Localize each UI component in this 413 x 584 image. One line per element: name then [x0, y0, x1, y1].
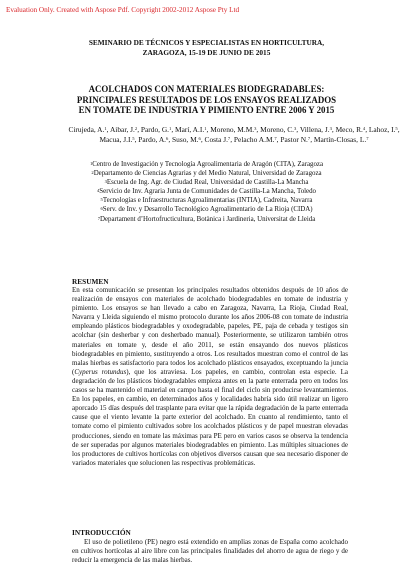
resumen-text-part-1: En esta comunicación se presentan los principales resultados obtenidos después de 10 años de realización de ensayos con materiales de acolchado biodegradables en tomate de industria y pimiento. Los ensayos se han llevado a cabo en Zaragoza, Navarra, La Rioja, Ciudad Real, Navarra y Lleida siguiendo el mismo protocolo durante los años 2006-08 con tomate de industria empleando plásticos biodegradables y oxodegradable, papeles, PE, paja de cebada y testigos sin acolchar (sin desherbar y con desherbado manual). Posteriormente, se utilizaron también otros materiales en tomate y, desde el año 2011, se están ensayando dos nuevos plásticos biodegradables en pimiento, sustituyendo a otros. Los resultados muestran como el control de las malas hierbas es satisfactorio para todos los acolchado plásticos ensayados, exceptuando la juncia ( — [72, 286, 348, 376]
title-line-2: PRINCIPALES RESULTADOS DE LOS ENSAYOS REALIZADOS — [76, 94, 337, 105]
author-list: Cirujeda, A.$^1$, Aibar, J.$^2$, Pardo, G.$^1$, Marí, A.I.$^1$, Moreno, M.M.$^3$, Moreno, C.$^3$, Villena, J.$^3$, Meco, R.$^4$, Lahoz, I.$^5$, Macua, J.I.$^5$, Pardo, A.$^6$, Suso, M.$^6$, Costa J.$^7$, Pelacho A.M.$^7$, Pastor N.$^7$, Martín-Closas, L.$^7$ — [68, 125, 400, 145]
introduccion-heading: INTRODUCCIÓN — [72, 528, 131, 537]
title-line-1: ACOLCHADOS CON MATERIALES BIODEGRADABLES: — [88, 84, 325, 94]
affiliation-text: Serv. de Inv. y Desarrollo Tecnológico Agroalimentario de La Rioja (CIDA) — [102, 206, 313, 214]
introduccion-paragraph: El uso de polietileno (PE) negro está extendido en amplias zonas de España como acolchado en cultivos hortícolas al aire libre con las principales finalidades del ahorro de agua de riego y de reducir la emergencia de las malas hierbas. — [72, 538, 348, 565]
affiliation-marker: 4 — [97, 188, 100, 194]
author-affiliation-marker: 7 — [366, 136, 369, 142]
author-name: Aibar, J. — [109, 125, 135, 134]
author-affiliation-marker: 3 — [329, 126, 332, 131]
author-affiliation-marker: 5 — [395, 126, 398, 131]
affiliation-list — [0, 160, 413, 224]
seminar-header — [0, 38, 413, 58]
author-affiliation-marker: 6 — [166, 136, 169, 142]
affiliation-marker: 3 — [104, 179, 107, 185]
affiliation-marker: 7 — [97, 215, 101, 221]
affiliation-text: Centro de Investigación y Tecnología Agroalimentaria de Aragón (CITA), Zaragoza — [92, 161, 324, 168]
evaluation-watermark: Evaluation Only. Created with Aspose Pdf. Copyright 2002-2012 Aspose Pty Ltd — [6, 6, 240, 14]
author-name: Villena, J. — [299, 125, 330, 134]
author-affiliation-marker: 7 — [307, 136, 311, 142]
seminar-line-2: ZARAGOZA, 15-19 DE JUNIO DE 2015 — [142, 48, 271, 57]
affiliation-marker: 2 — [91, 170, 94, 176]
author-name: Macua, J.I. — [99, 135, 133, 145]
author-name: Marí, A.I. — [175, 125, 205, 134]
author-affiliation-marker: 7 — [227, 136, 231, 142]
species-name: Cyperus rotundus — [74, 367, 127, 376]
author-affiliation-marker: 4 — [362, 126, 366, 131]
author-name: Meco, R. — [335, 125, 363, 134]
author-affiliation-marker: 7 — [274, 136, 277, 142]
affiliation-text: Tecnologías e Infraestructuras Agroalimentarias (INTIA), Cadreita, Navarra — [102, 197, 313, 205]
affiliation-item — [0, 215, 413, 224]
author-name: Suso, M. — [172, 135, 199, 145]
author-affiliation-marker: 2 — [134, 126, 138, 131]
affiliation-marker: 5 — [100, 197, 103, 203]
author-affiliation-marker: 5 — [132, 136, 135, 142]
author-name: Costa J. — [204, 135, 228, 145]
author-name: Lahoz, I. — [368, 125, 396, 134]
author-name: Moreno, M.M. — [210, 125, 255, 134]
resumen-text-part-2: ), que los atraviesa. Los papeles, en cambio, controlan esta especie. La degradación de los plásticos biodegradables empieza antes en la parte enterrada pero en todos los casos se ha mantenido el material en campo hasta el final del ciclo sin producirse levantamientos. En los papeles, en cambio, en determinados años y localidades habría sido útil realizar un ligero aporcado 15 días después del trasplante para evitar que la rápida degradación de la parte enterrada cause que el viento levante la parte exterior del acolchado. En cuanto al rendimiento, tanto el tomate como el pimiento cultivados sobre los acolchados plásticos y de papel muestran elevadas producciones, siendo en tomate las máximas para PE pero en varios casos se observa la tendencia de ser superadas por algunos materiales biodegradables en pimiento. Las múltiples situaciones de los productores de cultivos hortícolas con objetivos diversos causan que sea necesario disponer de variados materiales que solucionen las respectivas problemáticas. — [72, 367, 348, 467]
author-affiliation-marker: 1 — [169, 126, 172, 131]
author-name: Martín-Closas, L. — [313, 135, 367, 145]
affiliation-item — [0, 178, 413, 187]
affiliation-text: Escuela de Ing. Agr. de Ciudad Real, Universidad de Castilla-La Mancha — [106, 179, 309, 187]
affiliation-marker: 6 — [100, 206, 103, 212]
author-affiliation-marker: 6 — [198, 136, 201, 142]
author-affiliation-marker: 1 — [204, 126, 207, 131]
author-name: Moreno, C. — [260, 125, 294, 134]
affiliation-item — [0, 187, 413, 196]
affiliation-text: Departament d’Hortofructicultura, Botànica i Jardineria, Universitat de Lleida — [100, 215, 316, 223]
affiliation-item — [0, 196, 413, 205]
affiliation-item — [0, 205, 413, 214]
affiliation-marker: 1 — [89, 161, 93, 166]
author-name: Pelacho A.M. — [233, 135, 275, 145]
author-affiliation-marker: 3 — [254, 126, 257, 131]
resumen-paragraph — [72, 286, 348, 468]
affiliation-item — [0, 160, 413, 169]
author-name: Cirujeda, A. — [68, 125, 105, 134]
affiliation-text: Departamento de Ciencias Agrarias y del Medio Natural, Universidad de Zaragoza — [93, 170, 322, 178]
author-affiliation-marker: 3 — [294, 126, 297, 131]
resumen-heading: RESUMEN — [72, 277, 109, 286]
affiliation-text: Servicio de Inv. Agraria Junta de Comunidades de Castilla-La Mancha, Toledo — [99, 188, 316, 196]
author-affiliation-marker: 1 — [104, 126, 107, 131]
author-name: Pardo, G. — [140, 125, 170, 134]
author-name: Pardo, A. — [138, 135, 167, 145]
author-name: Pastor N. — [280, 135, 308, 145]
affiliation-item — [0, 169, 413, 178]
paper-title — [0, 84, 413, 116]
title-line-3: EN TOMATE DE INDUSTRIA Y PIMIENTO ENTRE 2006 Y 2015 — [78, 105, 335, 115]
seminar-line-1: SEMINARIO DE TÉCNICOS Y ESPECIALISTAS EN HORTICULTURA, — [88, 38, 325, 47]
